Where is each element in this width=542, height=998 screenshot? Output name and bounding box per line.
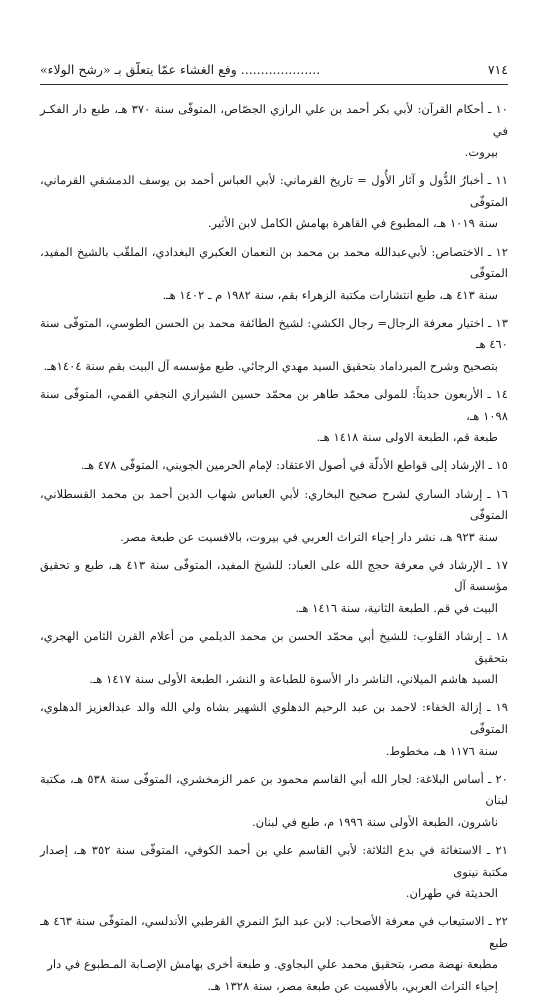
bibliography-entry [40, 911, 508, 997]
entry-continuation-line: السيد هاشم الميلاني، الناشر دار الأسوة للطباعة و النشر، الطبعة الأولى سنة ١٤١٧ هـ. [89, 672, 498, 687]
bibliography-entry [40, 384, 508, 449]
entry-first-line: ١٩ ـ إزالة الخفاء: لاحمد بن عبد الرحيم الدهلوي الشهير بشاه ولي الله والد عبدالعزيز الدهلوي، المتوفّى [40, 700, 508, 736]
bibliography-entry [40, 170, 508, 235]
bibliography-entry [40, 313, 508, 378]
entry-continuation-line: سنة ١١٧٦ هـ، مخطوط. [385, 743, 498, 758]
entry-first-line: ١٨ ـ إرشاد القلوب: للشيخ أبي محمّد الحسن بن محمد الديلمي من أعلام القرن الثامن الهجري، بتحقيق [40, 629, 508, 665]
bibliography-list [40, 99, 508, 998]
entry-first-line: ١٢ ـ الاختصاص: لأبي‌عبدالله محمد بن محمد بن النعمان العكبري البغدادي، الملقّب بالشيخ المفيد، المتوفّى [40, 244, 508, 281]
entry-first-line: ١٧ ـ الإرشاد في معرفة حجج الله على العباد: للشيخ المفيد، المتوفّى سنة ٤١٣ هـ، طبع و تحقيق مؤسسة آل [40, 557, 509, 594]
bibliography-entry [40, 242, 508, 307]
running-header [40, 62, 508, 85]
running-title-line [40, 62, 320, 78]
bibliography-entry [40, 99, 508, 164]
bibliography-entry [40, 697, 508, 762]
entry-first-line: ٢٢ ـ الاستيعاب في معرفة الأصحاب: لابن عبد البرّ النمري القرطبي الأندلسي، المتوفّى سنة ٤٦٣ هـ طبع [40, 914, 508, 950]
entry-continuation-line: بتصحيح وشرح الميرداماد بتحقيق السيد مهدي الرجائي. طبع مؤسسه آل البيت بقم سنة ١٤٠٤هـ. [43, 359, 498, 374]
entry-continuation-line: ناشرون، الطبعة الأولى سنة ١٩٩٦ م، طبع في لبنان. [251, 814, 498, 829]
entry-continuation-line: البيت في قم. الطبعة الثانية، سنة ١٤١٦ هـ. [295, 600, 498, 615]
entry-first-line: ٢١ ـ الاستغاثة في بدع الثلاثة: لأبي القاسم علي بن أحمد الكوفي، المتوفّى سنة ٣٥٢ هـ، إصدار مكتبة نينوى [40, 842, 508, 879]
entry-first-line: ١١ ـ أخبارُ الدُّول و آثار الأُول = تاريخ القرماني: لأبي العباس أحمد بن يوسف الدمشقي القرماني، المتوفّى [40, 173, 508, 209]
entry-first-line: ١٥ ـ الإرشاد إلى قواطع الأدلّة في أصول الاعتقاد: لإمام الحرمين الجويني، المتوفّى ٤٧٨ هـ. [80, 458, 508, 473]
running-title-dots: .................... [240, 62, 321, 77]
entry-continuation-line: سنة ٤١٣ هـ، طبع انتشارات مكتبة الزهراء بقم، سنة ١٩٨٢ م ـ ١٤٠٢ هـ. [162, 287, 498, 302]
bibliography-entry [40, 769, 508, 834]
running-title: وفع الغشاء عمّا يتعلّق بـ «رشح الولاء» [40, 62, 237, 77]
entry-first-line: ١٠ ـ أحكام القرآن: لأبي بكر أحمد بن علي الرازي الجصّاص، المتوفّى سنة ٣٧٠ هـ، طبع دار الفكـر في [40, 102, 508, 138]
bibliography-entry [40, 455, 508, 477]
entry-continuation-line: مطبعة نهضة مصر، بتحقيق محمد علي البجاوي. و طبعة أخرى بهامش الإصـابة المـطبوع في دار [47, 957, 498, 972]
entry-first-line: ١٤ ـ الأربعون حديثاً: للمولى محمّد طاهر بن محمّد حسين الشيرازي النجفي القمي، المتوفّى سنة ١٠٩٨ هـ، [40, 387, 508, 423]
bibliography-entry [40, 484, 508, 549]
entry-continuation-line: سنة ٩٢٣ هـ، نشر دار إحياء التراث العربي في بيروت، بالافسيت عن طبعة مصر. [120, 529, 498, 544]
entry-continuation-line: الحديثة في طهران. [405, 886, 498, 901]
entry-first-line: ١٣ ـ اختيار معرفة الرجال= رجال الكشي: لشيخ الطائفة محمد بن الحسن الطوسي، المتوفّى سنة ٤٦٠ هـ [40, 315, 508, 352]
entry-continuation-line: سنة ١٠١٩ هـ، المطبوع في القاهرة بهامش الكامل لابن الأثير. [207, 216, 498, 231]
bibliography-entry [40, 626, 508, 691]
page-number: ٧١٤ [487, 62, 508, 77]
entry-first-line: ٢٠ ـ أساس البلاغة: لجار الله أبي القاسم محمود بن عمر الزمخشري، المتوفّى سنة ٥٣٨ هـ، مكتبة لبنان [40, 771, 509, 808]
bibliography-entry [40, 840, 508, 905]
entry-continuation-line: بيروت. [464, 145, 498, 160]
entry-first-line: ١٦ ـ إرشاد الساري لشرح صحيح البخاري: لأبي العباس شهاب الدين أحمد بن محمد القسطلاني، المتوفّى [40, 486, 508, 523]
entry-continuation-line: إحياء التراث العربي، بالأفسيت عن طبعة مصر، سنة ١٣٢٨ هـ. [207, 978, 498, 993]
entry-continuation-line: طبعة قم، الطبعة الاولى سنة ١٤١٨ هـ. [316, 430, 498, 445]
bibliography-entry [40, 555, 508, 620]
